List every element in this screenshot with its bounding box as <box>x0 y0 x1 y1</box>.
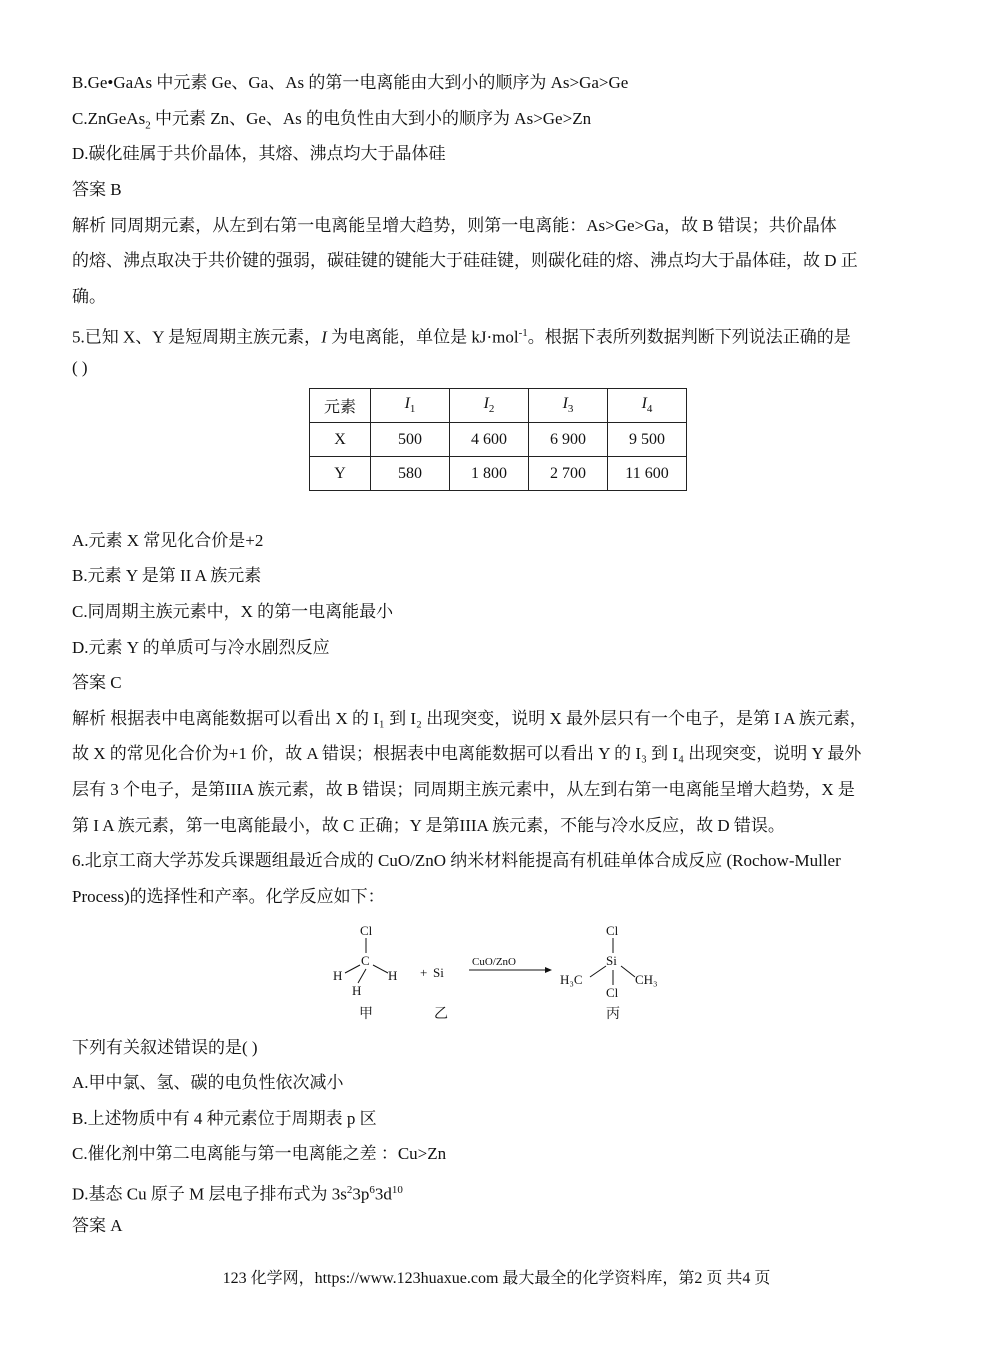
q4-option-c-text: C.ZnGeAs <box>72 109 146 128</box>
q6-option-b: B.上述物质中有 4 种元素位于周期表 p 区 <box>72 1109 377 1128</box>
q6-option-d-sup-d: 10 <box>391 1184 403 1196</box>
product-si: Si <box>606 953 617 968</box>
table-cell: Y <box>310 457 371 491</box>
page-footer: 123 化学网，https://www.123huaxue.com 最大最全的化学资料库，第2 页 共4 页 <box>222 1270 771 1287</box>
ionization-energy-table <box>309 388 687 491</box>
q4-analysis-line-3: 确。 <box>72 287 106 306</box>
q5-option-b: B.元素 Y 是第 II A 族元素 <box>72 566 262 585</box>
header-subscript: 4 <box>646 403 653 416</box>
bond-line <box>590 966 606 977</box>
q6-option-d-3p: 3p <box>352 1184 370 1204</box>
table-header-cell <box>450 389 529 423</box>
q5-analysis-line-3: 层有 3 个电子，是第IIIA 族元素，故 B 错误；同周期主族元素中，从左到右第一电离能呈增大趋势，X 是 <box>72 780 855 799</box>
product-methyl-left: H₃C <box>560 972 583 987</box>
reaction-arrow-head <box>545 967 552 973</box>
table-cell: 11 600 <box>608 457 687 491</box>
q5-option-c: C.同周期主族元素中，X 的第一电离能最小 <box>72 602 394 621</box>
q5-stem-variable: I <box>321 327 327 347</box>
methyl-chloride-h-bottom: H <box>352 983 362 998</box>
q5-analysis-line-2: 故 X 的常见化合价为+1 价，故 A 错误；根据表中电离能数据可以看出 Y 的 I₃ 到 I₄ 出现突变，说明 Y 最外 <box>72 744 862 763</box>
catalyst-label: CuO/ZnO <box>472 956 516 968</box>
header-variable: I <box>562 395 568 413</box>
methyl-chloride-c: C <box>361 953 370 968</box>
table-header-cell <box>529 389 608 423</box>
q5-analysis-line-4: 第 I A 族元素，第一电离能最小，故 C 正确；Y 是第IIIA 族元素，不能与冷水反应，故 D 错误。 <box>72 816 785 835</box>
q5-option-a: A.元素 X 常见化合价是+2 <box>72 531 264 550</box>
header-variable: I <box>641 395 647 413</box>
q5-stem-unit: 为电离能，单位是 kJ·mol <box>326 327 519 347</box>
q6-option-d <box>72 1179 403 1206</box>
q5-option-d: D.元素 Y 的单质可与冷水剧烈反应 <box>72 638 330 657</box>
table-cell: 6 900 <box>529 423 608 457</box>
q6-question: 下列有关叙述错误的是( ) <box>72 1038 258 1057</box>
q5-stem-line-1 <box>72 322 851 349</box>
q4-option-c-text-end: 中元素 Zn、Ge、As 的电负性由大到小的顺序为 As>Ge>Zn <box>150 109 592 128</box>
bond-line <box>358 969 366 983</box>
q6-option-d-3d: 3d <box>374 1184 392 1204</box>
table-header-row <box>310 389 687 423</box>
bond-line <box>373 965 388 973</box>
q6-answer: 答案 A <box>72 1216 123 1235</box>
methyl-chloride-h-left: H <box>333 968 343 983</box>
product-cl-bottom: Cl <box>606 985 619 1000</box>
table-cell: 500 <box>371 423 450 457</box>
product-methyl-right: CH₃ <box>635 972 658 987</box>
table-cell: 1 800 <box>450 457 529 491</box>
header-subscript: 3 <box>567 403 574 416</box>
product-cl-top: Cl <box>606 923 619 938</box>
label-bing: 丙 <box>606 1007 620 1022</box>
table-header-cell <box>371 389 450 423</box>
table-header-cell <box>608 389 687 423</box>
plus-sign: + <box>420 965 428 980</box>
q4-answer: 答案 B <box>72 180 122 199</box>
q5-stem-text-end: 。根据下表所列数据判断下列说法正确的是 <box>527 327 851 347</box>
q6-option-d-text: D.基态 Cu 原子 M 层电子排布式为 3s <box>72 1184 347 1204</box>
table-cell: X <box>310 423 371 457</box>
q4-analysis-line-1: 解析 同周期元素，从左到右第一电离能呈增大趋势，则第一电离能：As>Ge>Ga，故 B 错误；共价晶体 <box>72 216 837 235</box>
label-jia: 甲 <box>359 1007 373 1022</box>
q5-stem-text: 5.已知 X、Y 是短周期主族元素， <box>72 327 322 347</box>
header-variable: I <box>404 395 410 413</box>
bond-line <box>621 966 635 977</box>
table-cell: 4 600 <box>450 423 529 457</box>
q4-option-d: D.碳化硅属于共价晶体，其熔、沸点均大于晶体硅 <box>72 144 446 163</box>
q6-option-a: A.甲中氯、氢、碳的电负性依次减小 <box>72 1073 344 1092</box>
q4-analysis-line-2: 的熔、沸点取决于共价键的强弱，碳硅键的键能大于硅硅键，则碳化硅的熔、沸点均大于晶体硅，故 D 正 <box>72 251 858 270</box>
q4-option-c-subscript: 2 <box>145 119 151 132</box>
q6-option-c: C.催化剂中第二电离能与第一电离能之差 ：Cu>Zn <box>72 1144 447 1163</box>
q4-option-c <box>72 108 591 136</box>
bond-line <box>345 965 360 973</box>
table-cell: 2 700 <box>529 457 608 491</box>
table-row <box>310 457 687 491</box>
q6-option-d-sup-s: 2 <box>346 1184 353 1196</box>
q4-option-b: B.Ge•GaAs 中元素 Ge、Ga、As 的第一电离能由大到小的顺序为 As>Ga>Ge <box>72 73 629 92</box>
header-subscript: 1 <box>409 403 416 416</box>
q5-stem-line-2: ( ) <box>72 358 88 377</box>
q5-analysis-line-1: 解析 根据表中电离能数据可以看出 X 的 I₁ 到 I₂ 出现突变，说明 X 最外层只有一个电子，是第 I A 族元素， <box>72 709 867 728</box>
methyl-chloride-h-right: H <box>388 968 398 983</box>
header-variable: I <box>483 395 489 413</box>
header-subscript: 2 <box>488 403 495 416</box>
q5-answer: 答案 C <box>72 673 122 692</box>
methyl-chloride-cl: Cl <box>360 923 373 938</box>
reaction-scheme <box>330 921 670 1031</box>
q6-option-d-sup-p: 6 <box>369 1184 375 1196</box>
silicon: Si <box>433 965 444 980</box>
table-cell: 9 500 <box>608 423 687 457</box>
table-row <box>310 423 687 457</box>
table-header-cell: 元素 <box>310 389 371 423</box>
q6-stem-line-1: 6.北京工商大学苏发兵课题组最近合成的 CuO/ZnO 纳米材料能提高有机硅单体合成反应 (Rochow-Muller <box>72 851 841 870</box>
label-yi: 乙 <box>434 1007 448 1022</box>
table-cell: 580 <box>371 457 450 491</box>
q6-stem-line-2: Process)的选择性和产率。化学反应如下： <box>72 887 385 906</box>
q5-stem-unit-exponent: -1 <box>518 327 528 339</box>
